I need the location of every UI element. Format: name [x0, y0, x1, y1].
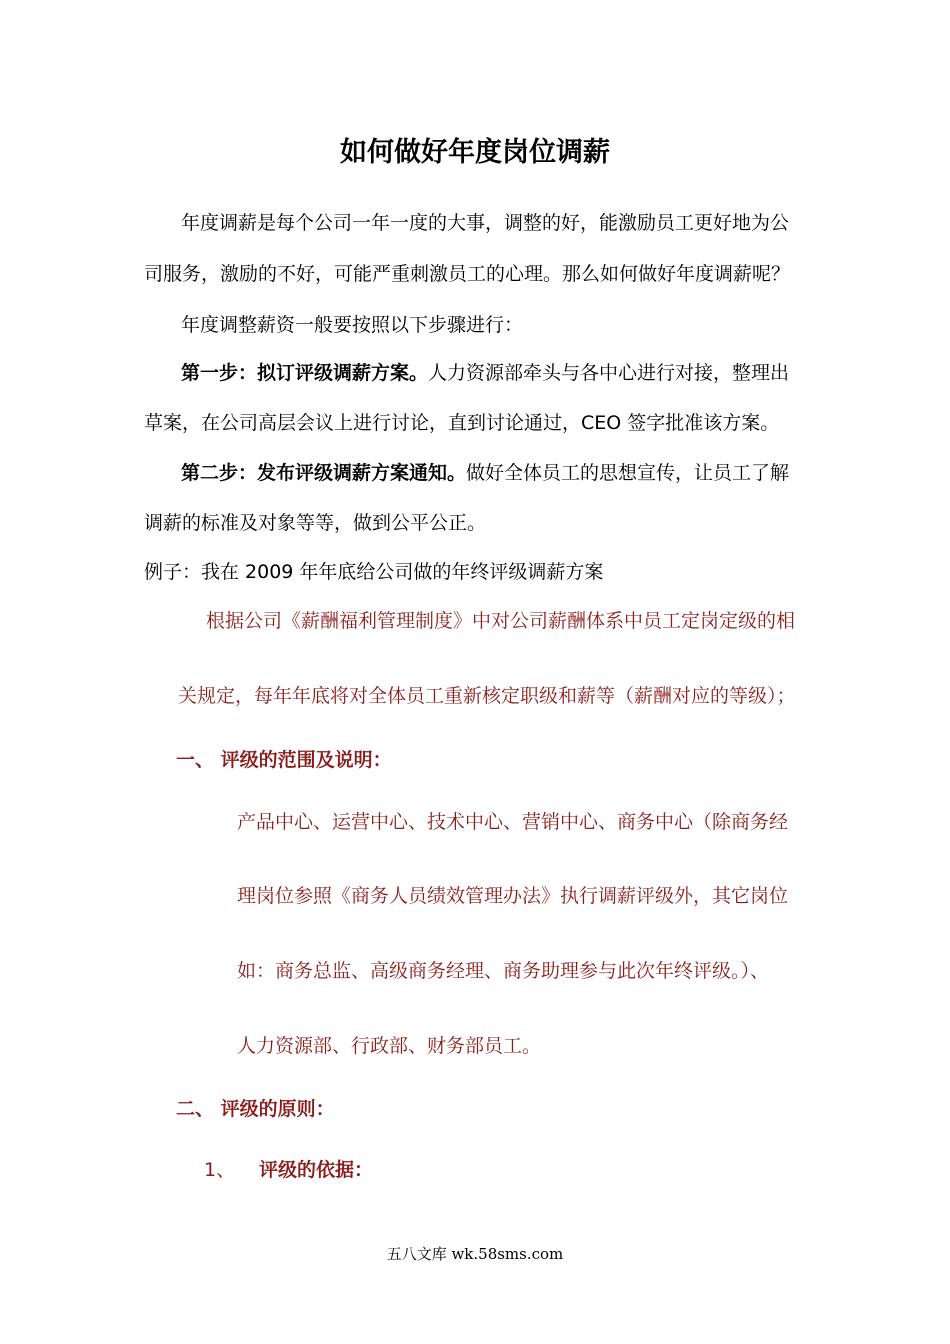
steps-intro-line: 年度调整薪资一般要按照以下步骤进行：: [181, 314, 524, 336]
section1-line-4: 人力资源部、行政部、财务部员工。: [237, 1035, 542, 1057]
step1-text: 人力资源部牵头与各中心进行对接，整理出: [428, 362, 790, 384]
footer-watermark: 五八文库 wk.58sms.com: [386, 1245, 564, 1263]
basis-line-1: 根据公司《薪酬福利管理制度》中对公司薪酬体系中员工定岗定级的相: [206, 610, 796, 632]
section1-heading: 一、 评级的范围及说明：: [176, 749, 392, 771]
intro-paragraph-line-2: 司服务，激励的不好，可能严重刺激员工的心理。那么如何做好年度调薪呢？: [144, 263, 791, 285]
intro-paragraph-line-1: 年度调薪是每个公司一年一度的大事，调整的好，能激励员工更好地为公: [181, 212, 790, 234]
step2-label: 第二步：发布评级调薪方案通知。: [181, 462, 467, 484]
section1-line-1: 产品中心、运营中心、技术中心、营销中心、商务中心（除商务经: [237, 811, 789, 833]
example-line: 例子：我在 2009 年年底给公司做的年终评级调薪方案: [144, 561, 604, 583]
step2-line-1: [181, 460, 789, 486]
section2-sub1-label: 评级的依据：: [259, 1159, 374, 1181]
step2-text: 做好全体员工的思想宣传，让员工了解: [466, 462, 790, 484]
section2-heading: 二、 评级的原则：: [176, 1098, 335, 1120]
step1-line-2: 草案，在公司高层会议上进行讨论，直到讨论通过，CEO 签字批准该方案。: [144, 412, 780, 434]
step1-label: 第一步：拟订评级调薪方案。: [181, 362, 429, 384]
page-title: 如何做好年度岗位调薪: [340, 137, 610, 168]
section1-line-2: 理岗位参照《商务人员绩效管理办法》执行调薪评级外，其它岗位: [237, 885, 789, 907]
step2-line-2: 调薪的标准及对象等等，做到公平公正。: [144, 512, 487, 534]
section1-line-3: 如：商务总监、高级商务经理、商务助理参与此次年终评级。）、: [237, 960, 770, 982]
basis-line-2: 关规定，每年年底将对全体员工重新核定职级和薪等（薪酬对应的等级）；: [178, 685, 796, 707]
step1-line-1: [181, 360, 789, 386]
section2-sub1-number: 1、: [204, 1159, 236, 1181]
